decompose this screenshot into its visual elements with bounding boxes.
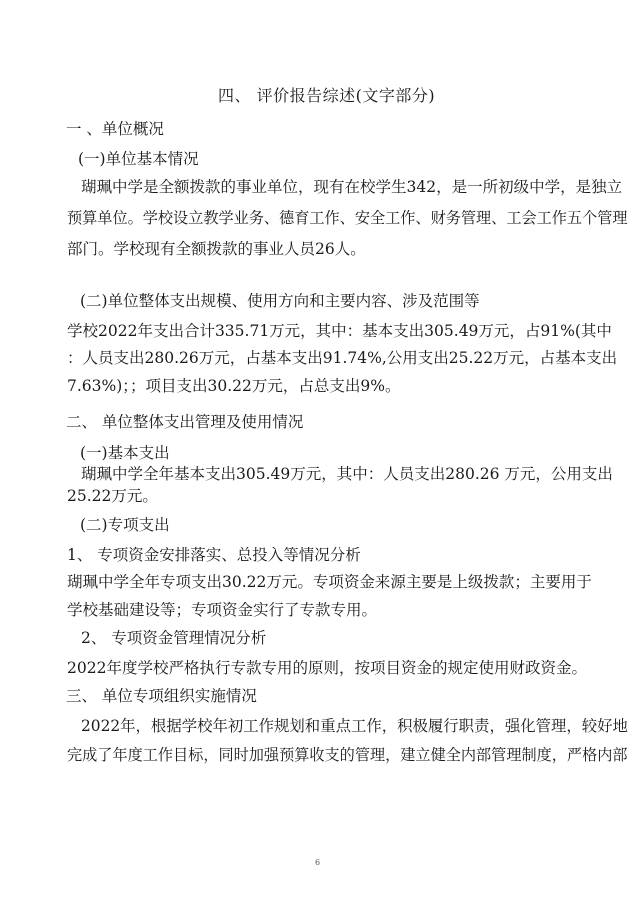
- section2-item2-line: 2022年度学校严格执行专款专用的原则，按项目资金的规定使用财政资金。: [67, 659, 587, 677]
- section1-sub1-heading: (一)单位基本情况: [78, 150, 199, 168]
- section2-sub1-line: 25.22万元。: [67, 487, 158, 505]
- section2-item2-heading: 2、 专项资金管理情况分析: [81, 629, 267, 647]
- section2-sub2-heading: (二)专项支出: [80, 516, 170, 534]
- section1-sub2-line: ：人员支出280.26万元，占基本支出91.74%,公用支出25.22万元，占基本支出: [67, 349, 618, 367]
- section1-sub2-line: 7.63%)；；项目支出30.22万元，占总支出9%。: [67, 377, 401, 395]
- section1-sub1-line: 瑚珮中学是全额拨款的事业单位，现有在校学生342，是一所初级中学，是独立: [81, 178, 623, 196]
- section1-sub2-line: 学校2022年支出合计335.71万元，其中：基本支出305.49万元，占91%(其中: [67, 322, 612, 340]
- section1-sub2-heading: (二)单位整体支出规模、使用方向和主要内容、涉及范围等: [80, 292, 480, 310]
- section1-heading: 一 、单位概况: [66, 120, 164, 138]
- section1-sub1-line: 预算单位。学校设立教学业务、德育工作、安全工作、财务管理、工会工作五个管理: [67, 209, 628, 227]
- section2-item1-heading: 1、 专项资金安排落实、总投入等情况分析: [67, 546, 361, 564]
- section2-heading: 二、 单位整体支出管理及使用情况: [66, 413, 304, 431]
- section1-sub1-line: 部门。学校现有全额拨款的事业人员26人。: [67, 240, 366, 258]
- page-number: 6: [315, 858, 321, 867]
- section2-sub1-heading: (一)基本支出: [80, 444, 170, 462]
- section2-item1-line: 瑚珮中学全年专项支出30.22万元。专项资金来源主要是上级拨款；主要用于: [67, 573, 592, 591]
- report-title: 四、 评价报告综述(文字部分): [218, 86, 436, 105]
- section3-line: 2022年，根据学校年初工作规划和重点工作，积极履行职责，强化管理，较好地: [81, 717, 628, 735]
- section2-sub1-line: 瑚珮中学全年基本支出305.49万元，其中：人员支出280.26 万元，公用支出: [81, 465, 613, 483]
- section3-line: 完成了年度工作目标，同时加强预算收支的管理，建立健全内部管理制度，严格内部: [67, 746, 628, 764]
- section2-item1-line: 学校基础建设等；专项资金实行了专款专用。: [67, 601, 378, 619]
- section3-heading: 三、 单位专项组织实施情况: [66, 687, 257, 705]
